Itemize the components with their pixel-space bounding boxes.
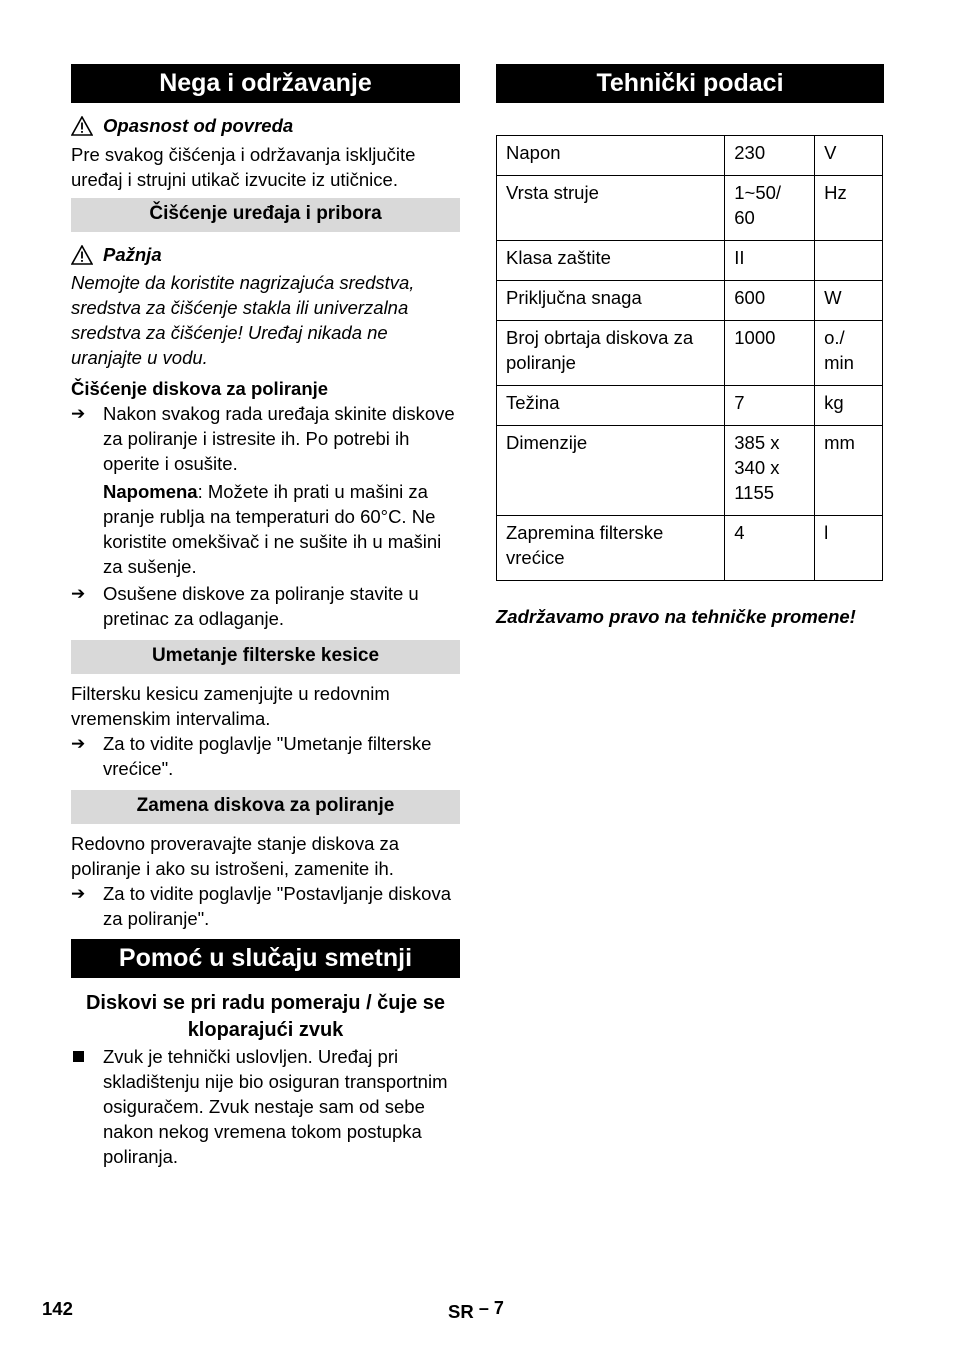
table-cell: mm	[815, 426, 883, 516]
table-row	[497, 136, 883, 176]
heading-troubleshooting: Pomoć u slučaju smetnji	[71, 939, 460, 978]
table-cell: II	[725, 241, 815, 281]
step-see-filter-chapter: ➔ Za to vidite poglavlje "Umetanje filterske vrećice".	[71, 733, 432, 779]
paragraph-unplug: Pre svakog čišćenja i održavanja isključite uređaj i strujni utikač izvucite iz utičnice.	[71, 144, 416, 190]
heading-technical-data: Tehnički podaci	[496, 64, 884, 103]
table-row	[497, 176, 883, 241]
note-text: : Možete ih prati u mašini za pranje rublja na temperaturi do 60°C. Ne koristite omekšivač i ne sušite ih u mašini za sušenje.	[103, 481, 442, 577]
table-cell: 600	[725, 281, 815, 321]
warning-triangle-icon	[71, 245, 93, 265]
table-cell: Broj obrtaja diskova za poliranje	[497, 321, 725, 386]
table-row	[497, 516, 883, 581]
heading-clean-device: Čišćenje uređaja i pribora	[71, 198, 460, 232]
heading-filter-bag: Umetanje filterske kesice	[71, 640, 460, 674]
note-washing	[71, 479, 460, 579]
step-store-discs: ➔ Osušene diskove za poliranje stavite u pretinac za odlaganje.	[71, 583, 419, 629]
warning-injury	[71, 113, 460, 138]
table-row	[497, 386, 883, 426]
table-cell: V	[815, 136, 883, 176]
table-cell: kg	[815, 386, 883, 426]
table-cell: Klasa zaštite	[497, 241, 725, 281]
table-row	[497, 426, 883, 516]
arrow-right-icon: ➔	[71, 884, 86, 903]
step-see-discs-chapter: ➔ Za to vidite poglavlje "Postavljanje diskova za poliranje".	[71, 883, 451, 929]
warning-triangle-icon	[71, 116, 93, 136]
table-cell: Hz	[815, 176, 883, 241]
arrow-right-icon: ➔	[71, 404, 86, 423]
paragraph-filter: Filtersku kesicu zamenjujte u redovnim vremenskim intervalima.	[71, 683, 390, 729]
table-cell: l	[815, 516, 883, 581]
square-bullet-icon	[71, 1044, 103, 1169]
heading-replace-discs: Zamena diskova za poliranje	[71, 790, 460, 824]
table-cell: Dimenzije	[497, 426, 725, 516]
page-number: 142	[42, 1298, 73, 1319]
table-cell: W	[815, 281, 883, 321]
warning-label: Opasnost od povreda	[103, 115, 294, 136]
heading-maintenance: Nega i održavanje	[71, 64, 460, 103]
paragraph-caution: Nemojte da koristite nagrizajuća sredstva, sredstva za čišćenje stakla ili univerzalna sredstva za čišćenje! Uređaj nikada ne uranjajte u vodu.	[71, 272, 415, 368]
table-cell: Napon	[497, 136, 725, 176]
table-row	[497, 281, 883, 321]
caution-label: Pažnja	[103, 244, 162, 265]
table-cell	[815, 241, 883, 281]
table-cell: Težina	[497, 386, 725, 426]
table-cell: Priključna snaga	[497, 281, 725, 321]
table-cell: 7	[725, 386, 815, 426]
page-sub-number: – 7	[478, 1298, 504, 1318]
table-cell: 1~50/ 60	[725, 176, 815, 241]
heading-discs-move: Diskovi se pri radu pomeraju / čuje se kloparajući zvuk	[85, 992, 446, 1041]
table-cell: o./ min	[815, 321, 883, 386]
left-column	[71, 64, 460, 1169]
table-cell: 4	[725, 516, 815, 581]
arrow-right-icon: ➔	[71, 734, 86, 753]
technical-data-table	[496, 135, 883, 581]
heading-clean-discs: Čišćenje diskova za poliranje	[71, 378, 329, 399]
table-row	[497, 241, 883, 281]
table-cell: 230	[725, 136, 815, 176]
paragraph-replace: Redovno proveravajte stanje diskova za poliranje i ako su istrošeni, zamenite ih.	[71, 833, 400, 879]
step-remove-discs: ➔ Nakon svakog rada uređaja skinite diskove za poliranje i istresite ih. Po potrebi ih operite i osušite.	[71, 403, 455, 474]
table-cell: Vrsta struje	[497, 176, 725, 241]
arrow-right-icon: ➔	[71, 584, 86, 603]
caution-block	[71, 242, 460, 267]
table-row	[497, 321, 883, 386]
bullet-noise: Zvuk je tehnički uslovljen. Uređaj pri skladištenju nije bio osiguran transportnim osiguračem. Zvuk nestaje sam od sebe nakon nekog vremena tokom postupka poliranja.	[71, 1044, 460, 1169]
note-label: Napomena	[103, 481, 198, 502]
table-cell: 385 x 340 x 1155	[725, 426, 815, 516]
table-cell: Zapremina filterske vrećice	[497, 516, 725, 581]
right-column	[496, 64, 884, 629]
technical-changes-note: Zadržavamo pravo na tehničke promene!	[496, 606, 856, 627]
table-cell: 1000	[725, 321, 815, 386]
page-language: SR $^{- 7}$	[448, 1298, 504, 1322]
